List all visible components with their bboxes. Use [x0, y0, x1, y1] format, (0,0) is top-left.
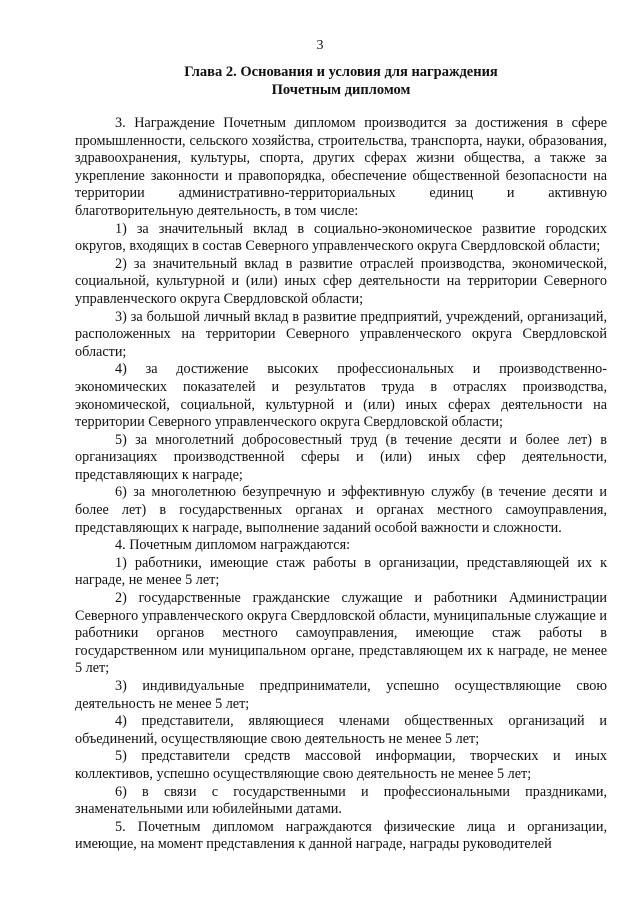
- paragraph-3-item-6: 6) за многолетнюю безупречную и эффективную службу (в течение десяти и более лет) в государственных органах и органах местного самоуправления, представляющих к награде, выполнение заданий особой важности и сложности.: [75, 484, 607, 536]
- paragraph-4-intro: 4. Почетным дипломом награждаются:: [115, 537, 351, 554]
- paragraph-3-item-3: 3) за большой личный вклад в развитие предприятий, учреждений, организаций, расположенных на территории Северного управленческого округа Свердловской области;: [75, 308, 607, 360]
- chapter-heading: [75, 63, 607, 99]
- paragraph-4-item-6: 6) в связи с государственными и профессиональными праздниками, знаменательными или юбилейными датами.: [75, 783, 607, 818]
- paragraph-4-item-2: 2) государственные гражданские служащие и работники Администрации Северного управленческого округа Свердловской области, муниципальные служащие и работники органов местного самоуправления, имеющие стаж работы в государственном или муниципальном органе, представляющем их к награде, не менее 5 лет;: [75, 590, 607, 677]
- paragraph-4-item-4: 4) представители, являющиеся членами общественных организаций и объединений, осуществляющие свою деятельность не менее 5 лет;: [75, 713, 607, 747]
- paragraph-4-item-5: 5) представители средств массовой информации, творческих и иных коллективов, успешно осуществляющие свою деятельность не менее 5 лет;: [75, 748, 607, 782]
- chapter-heading-line-1: Глава 2. Основания и условия для награждения: [184, 64, 498, 80]
- paragraph-3-item-2: 2) за значительный вклад в развитие отраслей производства, экономической, социальной, культурной и (или) иных сфер деятельности на территории Северного управленческого округа Свердловской области;: [75, 255, 607, 307]
- paragraph-3-intro: 3. Награждение Почетным дипломом производится за достижения в сфере промышленности, сельского хозяйства, строительства, транспорта, науки, образования, здравоохранения, культуры, спорта, других сферах жизни общества, а также за укрепление законности и правопорядка, обеспечение общественной безопасности на территории административно-территориальных единиц и активную благотворительную деятельность, в том числе:: [75, 115, 607, 219]
- paragraph-4-item-3: 3) индивидуальные предприниматели, успешно осуществляющие свою деятельность не менее 5 лет;: [75, 678, 607, 712]
- paragraph-5: 5. Почетным дипломом награждаются физические лица и организации, имеющие, на момент представления к данной награде, награды руководителей: [75, 818, 607, 853]
- document-body: [75, 115, 607, 854]
- chapter-heading-line-2: Почетным дипломом: [271, 82, 411, 98]
- page-number: 3: [316, 38, 324, 53]
- paragraph-3-item-5: 5) за многолетний добросовестный труд (в течение десяти и более лет) в организациях производственной сферы и (или) иных сфер деятельности, представляющих к награде;: [75, 431, 607, 483]
- paragraph-3-item-1: 1) за значительный вклад в социально-экономическое развитие городских округов, входящих в состав Северного управленческого округа Свердловской области;: [75, 220, 607, 255]
- paragraph-3-item-4: 4) за достижение высоких профессиональных и производственно-экономических показателей и результатов труда в отраслях производства, экономической, социальной, культурной и (или) иных сферах деятельности на территории Северного управленческого округа Свердловской области;: [75, 361, 607, 431]
- paragraph-4-item-1: 1) работники, имеющие стаж работы в организации, представляющей их к награде, не менее 5 лет;: [75, 554, 607, 589]
